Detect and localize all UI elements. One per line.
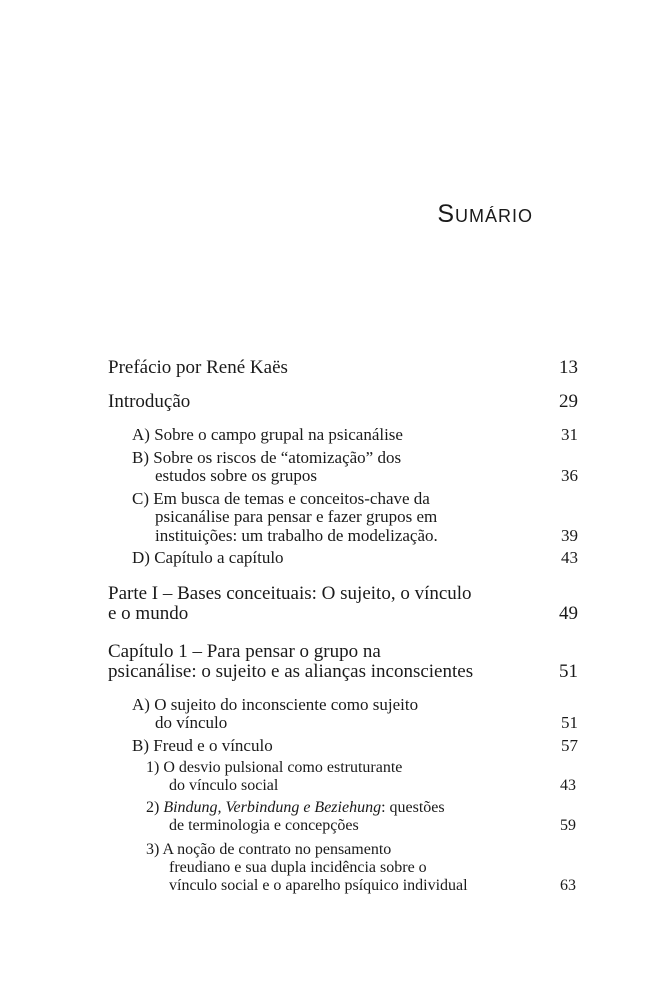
toc-page-number: 43	[560, 777, 576, 794]
toc-entry-text: D) Capítulo a capítulo	[132, 548, 284, 567]
toc-entry	[108, 737, 578, 756]
table-of-contents	[108, 358, 578, 895]
toc-entry-text: estudos sobre os grupos	[155, 466, 317, 485]
toc-entry-text: C) Em busca de temas e conceitos-chave da	[132, 488, 430, 508]
toc-page-number: 39	[561, 525, 578, 545]
toc-page-number: 57	[561, 735, 578, 755]
toc-entry-text: A) Sobre o campo grupal na psicanálise	[132, 425, 403, 444]
toc-entry	[108, 392, 578, 412]
toc-entry-text: 2) Bindung, Verbindung e Beziehung: questões	[146, 799, 445, 816]
toc-entry-text: Parte I – Bases conceituais: O sujeito, o vínculo	[108, 582, 472, 604]
toc-page-number: 51	[561, 713, 578, 732]
toc-entry-text: B) Sobre os riscos de “atomização” dos	[132, 447, 402, 467]
toc-page-number: 63	[560, 877, 576, 894]
toc-entry	[108, 426, 578, 445]
toc-entry	[108, 696, 578, 733]
toc-entry-text: psicanálise para pensar e fazer grupos em	[155, 507, 438, 526]
toc-page-number: 51	[559, 660, 578, 682]
toc-entry	[108, 358, 578, 378]
toc-entry	[108, 799, 578, 835]
toc-entry	[108, 490, 578, 546]
toc-page-number: 49	[559, 602, 578, 624]
toc-entry	[108, 449, 578, 486]
toc-page-number: 36	[561, 466, 578, 485]
toc-entry	[108, 841, 578, 895]
toc-page-number: 29	[559, 391, 578, 412]
toc-entry	[108, 584, 578, 624]
toc-entry-text: do vínculo social	[169, 777, 279, 794]
toc-entry-text: instituições: um trabalho de modelização.	[155, 525, 438, 545]
toc-entry-text: de terminologia e concepções	[169, 817, 359, 834]
toc-entry-text: 3) A noção de contrato no pensamento	[146, 841, 392, 858]
toc-page-number: 13	[559, 357, 578, 378]
toc-entry-text: Capítulo 1 – Para pensar o grupo na	[108, 640, 381, 662]
toc-entry	[108, 759, 578, 795]
toc-page-number: 43	[561, 548, 578, 567]
toc-entry-text: vínculo social e o aparelho psíquico individual	[169, 877, 468, 894]
toc-entry-text: 1) O desvio pulsional como estruturante	[146, 759, 403, 776]
page-title: Sumário	[437, 200, 533, 228]
toc-entry-text: do vínculo	[155, 713, 228, 732]
toc-entry-text: B) Freud e o vínculo	[132, 735, 273, 755]
toc-entry-text: e o mundo	[108, 602, 189, 624]
toc-entry-text: psicanálise: o sujeito e as alianças inconscientes	[108, 660, 474, 682]
toc-entry-text: freudiano e sua dupla incidência sobre o	[169, 859, 427, 876]
toc-page-number: 31	[561, 425, 578, 444]
toc-page-number: 59	[560, 817, 576, 834]
toc-entry-text: Prefácio por René Kaës	[108, 357, 288, 378]
toc-entry	[108, 642, 578, 682]
toc-entry-text: Introdução	[108, 391, 191, 412]
toc-entry-text: A) O sujeito do inconsciente como sujeito	[132, 694, 419, 714]
toc-entry	[108, 549, 578, 568]
